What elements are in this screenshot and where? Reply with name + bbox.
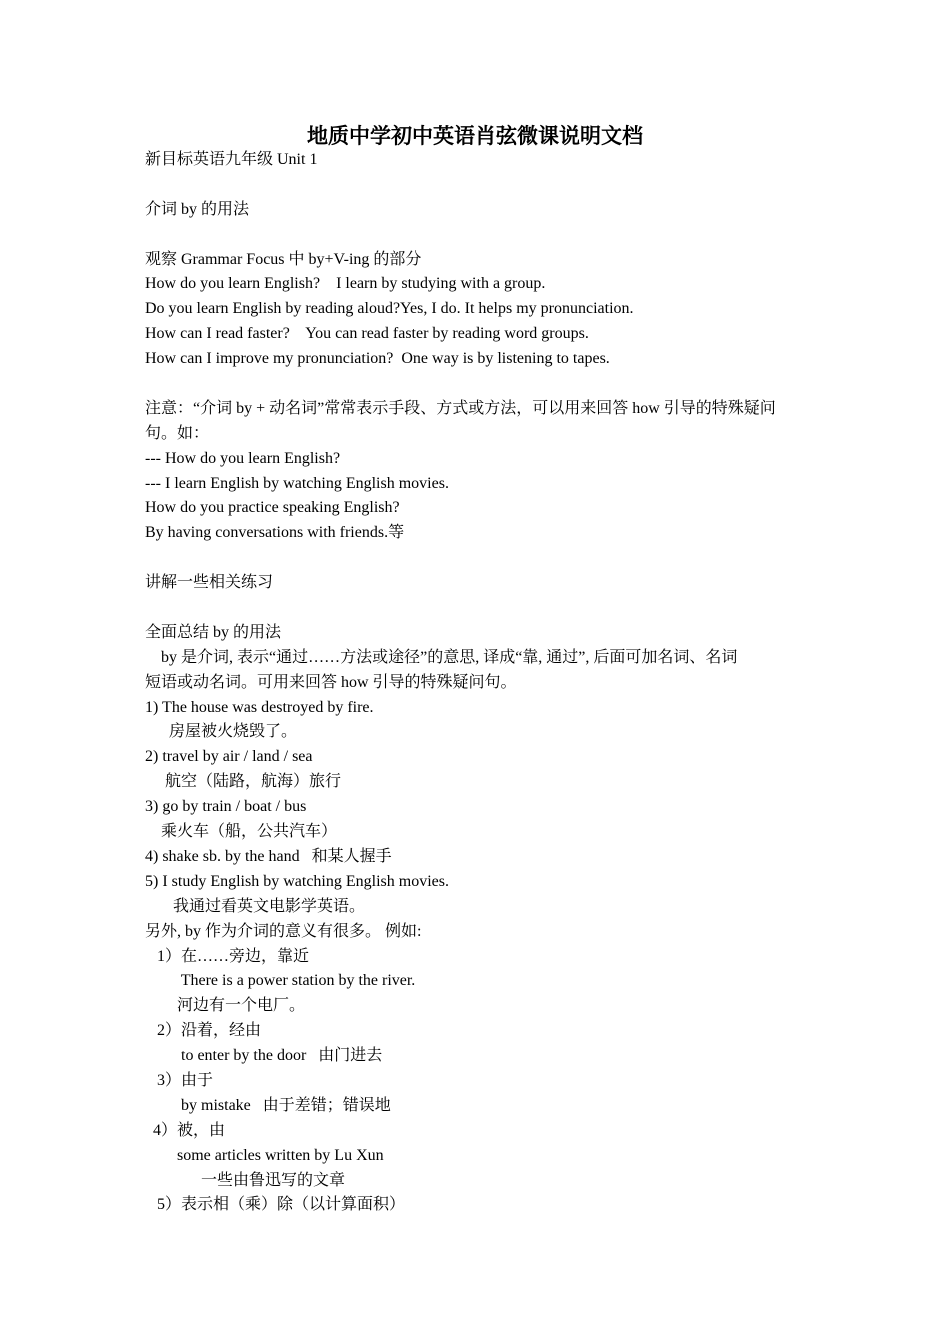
text-line: 另外, by 作为介词的意义有很多。 例如:	[145, 922, 422, 940]
text-line: to enter by the door 由门进去	[145, 1047, 383, 1065]
blank-line	[145, 223, 813, 248]
text-line: 4) shake sb. by the hand 和某人握手	[145, 847, 392, 865]
text-line: 2) travel by air / land / sea	[145, 748, 313, 766]
text-line: How can I improve my pronunciation? One way is by listening to tapes.	[145, 350, 610, 368]
blank-line	[145, 546, 813, 571]
text-line: 全面总结 by 的用法	[145, 623, 282, 641]
text-line: How do you learn English? I learn by studying with a group.	[145, 275, 546, 293]
text-line: 4）被，由	[145, 1121, 226, 1139]
text-line: 航空（陆路，航海）旅行	[145, 773, 342, 791]
text-line: 我通过看英文电影学英语。	[145, 897, 366, 915]
blank-line	[145, 596, 813, 621]
text-line: some articles written by Lu Xun	[145, 1146, 384, 1164]
text-line: 一些由鲁迅写的文章	[145, 1171, 346, 1189]
text-line: 乘火车（船，公共汽车）	[145, 823, 338, 841]
text-line: by mistake 由于差错；错误地	[145, 1096, 391, 1114]
text-line: 3) go by train / boat / bus	[145, 798, 307, 816]
text-line: 句。如：	[145, 424, 210, 442]
text-line: by 是介词, 表示“通过……方法或途径”的意思, 译成“靠, 通过”, 后面可加名词、名词	[145, 648, 738, 666]
text-line: 1）在……旁边，靠近	[145, 947, 310, 965]
text-line: 新目标英语九年级 Unit 1	[145, 151, 318, 168]
text-line: 1) The house was destroyed by fire.	[145, 698, 374, 716]
text-line: By having conversations with friends.等	[145, 524, 405, 542]
text-line: 5）表示相（乘）除（以计算面积）	[145, 1196, 406, 1214]
text-line: 3）由于	[145, 1071, 214, 1089]
blank-line	[145, 173, 813, 198]
blank-line	[145, 372, 813, 397]
text-line: --- I learn English by watching English movies.	[145, 474, 449, 492]
text-line: --- How do you learn English?	[145, 449, 341, 467]
text-line: 介词 by 的用法	[145, 200, 250, 218]
document-title: 地质中学初中英语肖弦微课说明文档	[307, 124, 643, 148]
text-line: Do you learn English by reading aloud?Yes, I do. It helps my pronunciation.	[145, 300, 634, 318]
text-line: There is a power station by the river.	[145, 972, 416, 990]
text-line: How do you practice speaking English?	[145, 499, 400, 517]
text-line: 讲解一些相关练习	[145, 574, 274, 592]
text-line: 注意：“介词 by + 动名词”常常表示手段、方式或方法，可以用来回答 how 引导的特殊疑问	[145, 399, 776, 417]
text-line: 2）沿着，经由	[145, 1022, 262, 1040]
text-line: How can I read faster? You can read faster by reading word groups.	[145, 325, 589, 343]
text-line: 5) I study English by watching English movies.	[145, 872, 449, 890]
text-line: 房屋被火烧毁了。	[145, 723, 298, 741]
document-body	[145, 148, 813, 1218]
text-line: 河边有一个电厂。	[145, 997, 306, 1015]
text-line: 短语或动名词。可用来回答 how 引导的特殊疑问句。	[145, 673, 517, 691]
text-line: 观察 Grammar Focus 中 by+V-ing 的部分	[145, 250, 422, 268]
